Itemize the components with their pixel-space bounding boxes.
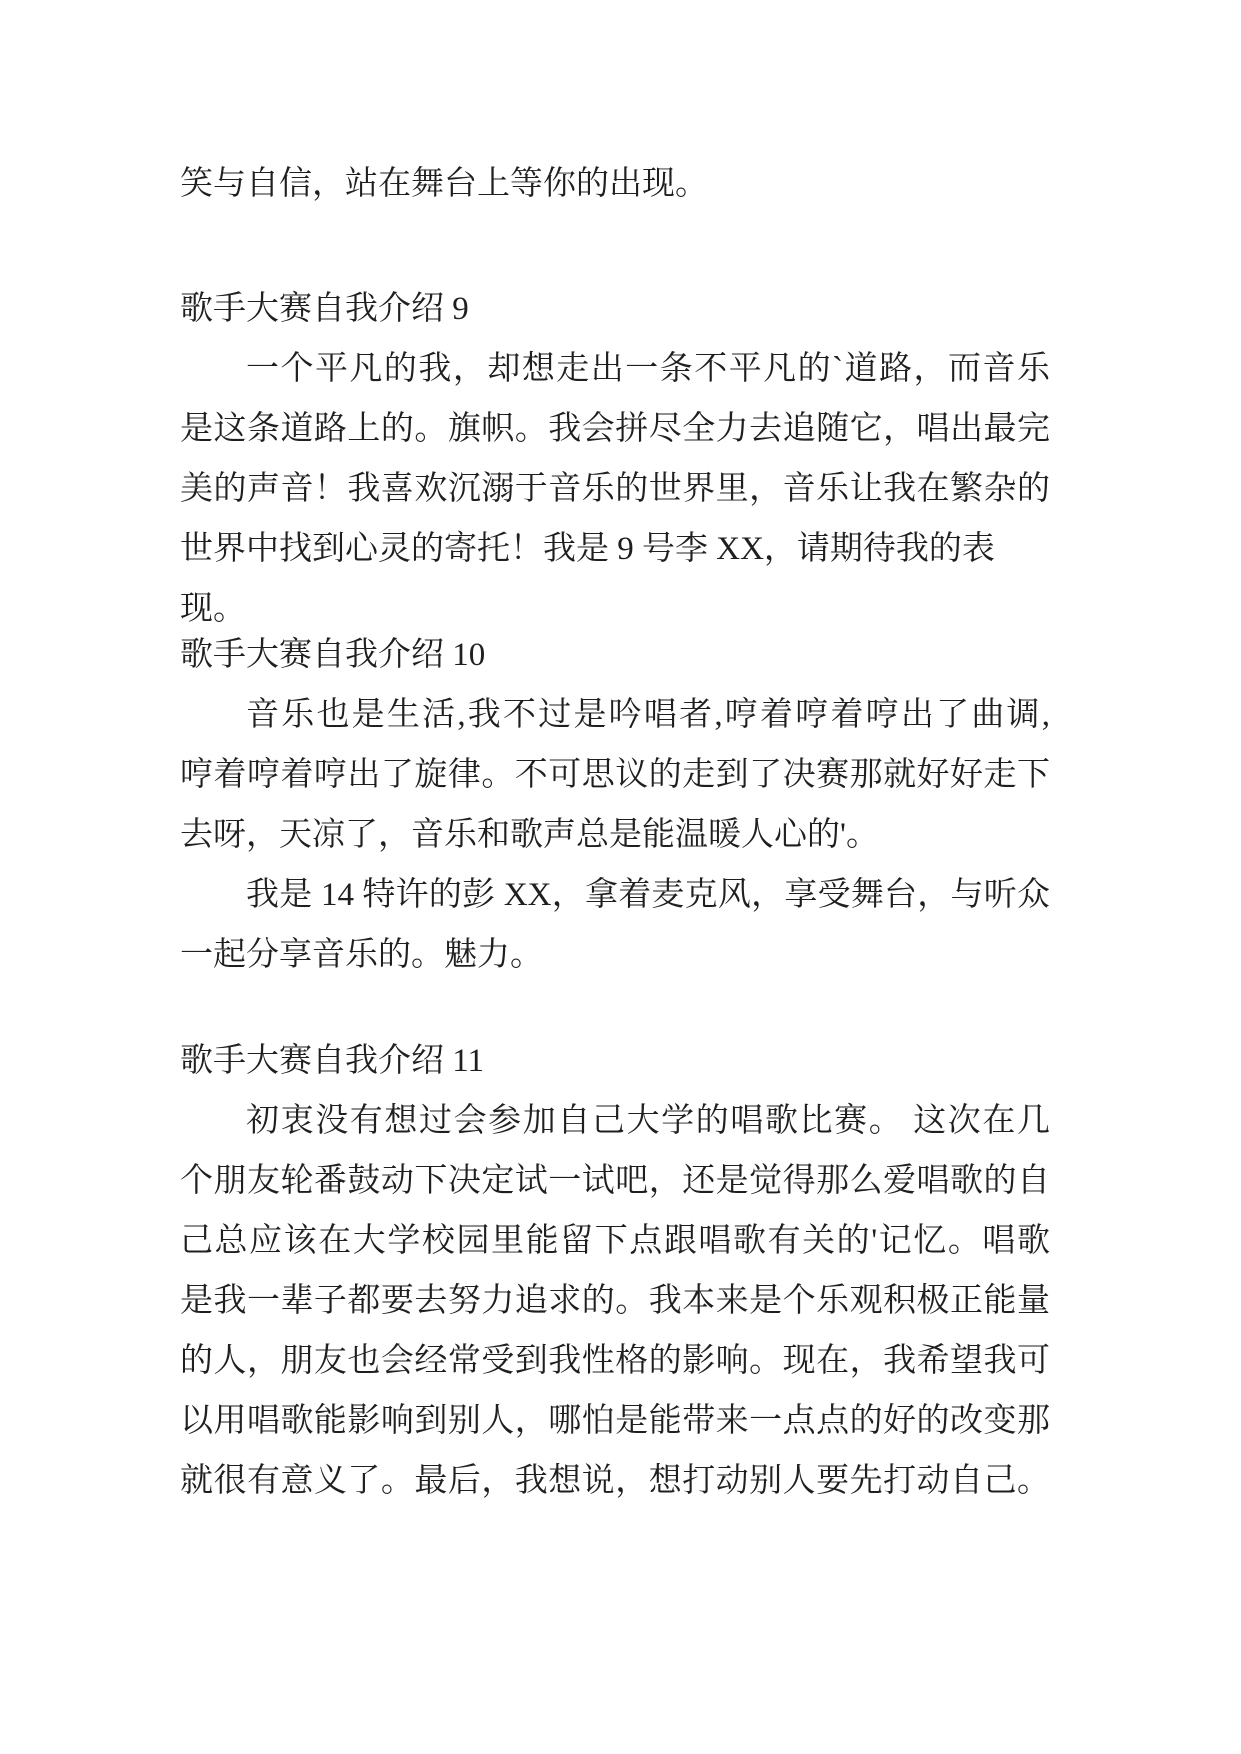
paragraph-line: 初衷没有想过会参加自己大学的唱歌比赛。 这次在几 bbox=[246, 1103, 1050, 1139]
paragraph-line: 一个平凡的我，却想走出一条不平凡的`道路，而音乐 bbox=[246, 351, 1050, 387]
section-heading-11: 歌手大赛自我介绍 11 bbox=[180, 1043, 485, 1079]
section-heading-9: 歌手大赛自我介绍 9 bbox=[180, 291, 469, 327]
paragraph-line: 的人，朋友也会经常受到我性格的影响。现在，我希望我可 bbox=[180, 1343, 1050, 1379]
paragraph-line: 去呀，天凉了，音乐和歌声总是能温暖人心的'。 bbox=[180, 817, 879, 853]
paragraph-line: 是我一辈子都要去努力追求的。我本来是个乐观积极正能量 bbox=[180, 1283, 1050, 1319]
paragraph-line: 以用唱歌能影响到别人，哪怕是能带来一点点的好的改变那 bbox=[180, 1403, 1050, 1439]
blank-gap bbox=[180, 985, 1050, 1031]
blank-gap bbox=[180, 579, 1050, 625]
paragraph-line: 一起分享音乐的。魅力。 bbox=[180, 937, 543, 973]
paragraph-line: 哼着哼着哼出了旋律。不可思议的走到了决赛那就好好走下 bbox=[180, 757, 1050, 793]
document-content bbox=[180, 154, 1050, 1511]
continuation-line: 笑与自信，站在舞台上等你的出现。 bbox=[180, 166, 708, 202]
paragraph-line: 就很有意义了。最后，我想说，想打动别人要先打动自己。 bbox=[180, 1463, 1050, 1499]
paragraph-line: 音乐也是生活,我不过是吟唱者,哼着哼着哼出了曲调, bbox=[246, 697, 1050, 733]
paragraph-line: 己总应该在大学校园里能留下点跟唱歌有关的'记忆。唱歌 bbox=[180, 1223, 1050, 1259]
blank-gap bbox=[180, 214, 1050, 279]
paragraph-line: 我是 14 特许的彭 XX，拿着麦克风，享受舞台，与听众 bbox=[246, 877, 1050, 913]
section-heading-10: 歌手大赛自我介绍 10 bbox=[180, 637, 486, 673]
paragraph-line: 个朋友轮番鼓动下决定试一试吧，还是觉得那么爱唱歌的自 bbox=[180, 1163, 1050, 1199]
paragraph-line: 世界中找到心灵的寄托！我是 9 号李 XX，请期待我的表现。 bbox=[180, 531, 995, 627]
paragraph-line: 美的声音！我喜欢沉溺于音乐的世界里，音乐让我在繁杂的 bbox=[180, 471, 1050, 507]
paragraph-line: 是这条道路上的。旗帜。我会拼尽全力去追随它，唱出最完 bbox=[180, 411, 1050, 447]
